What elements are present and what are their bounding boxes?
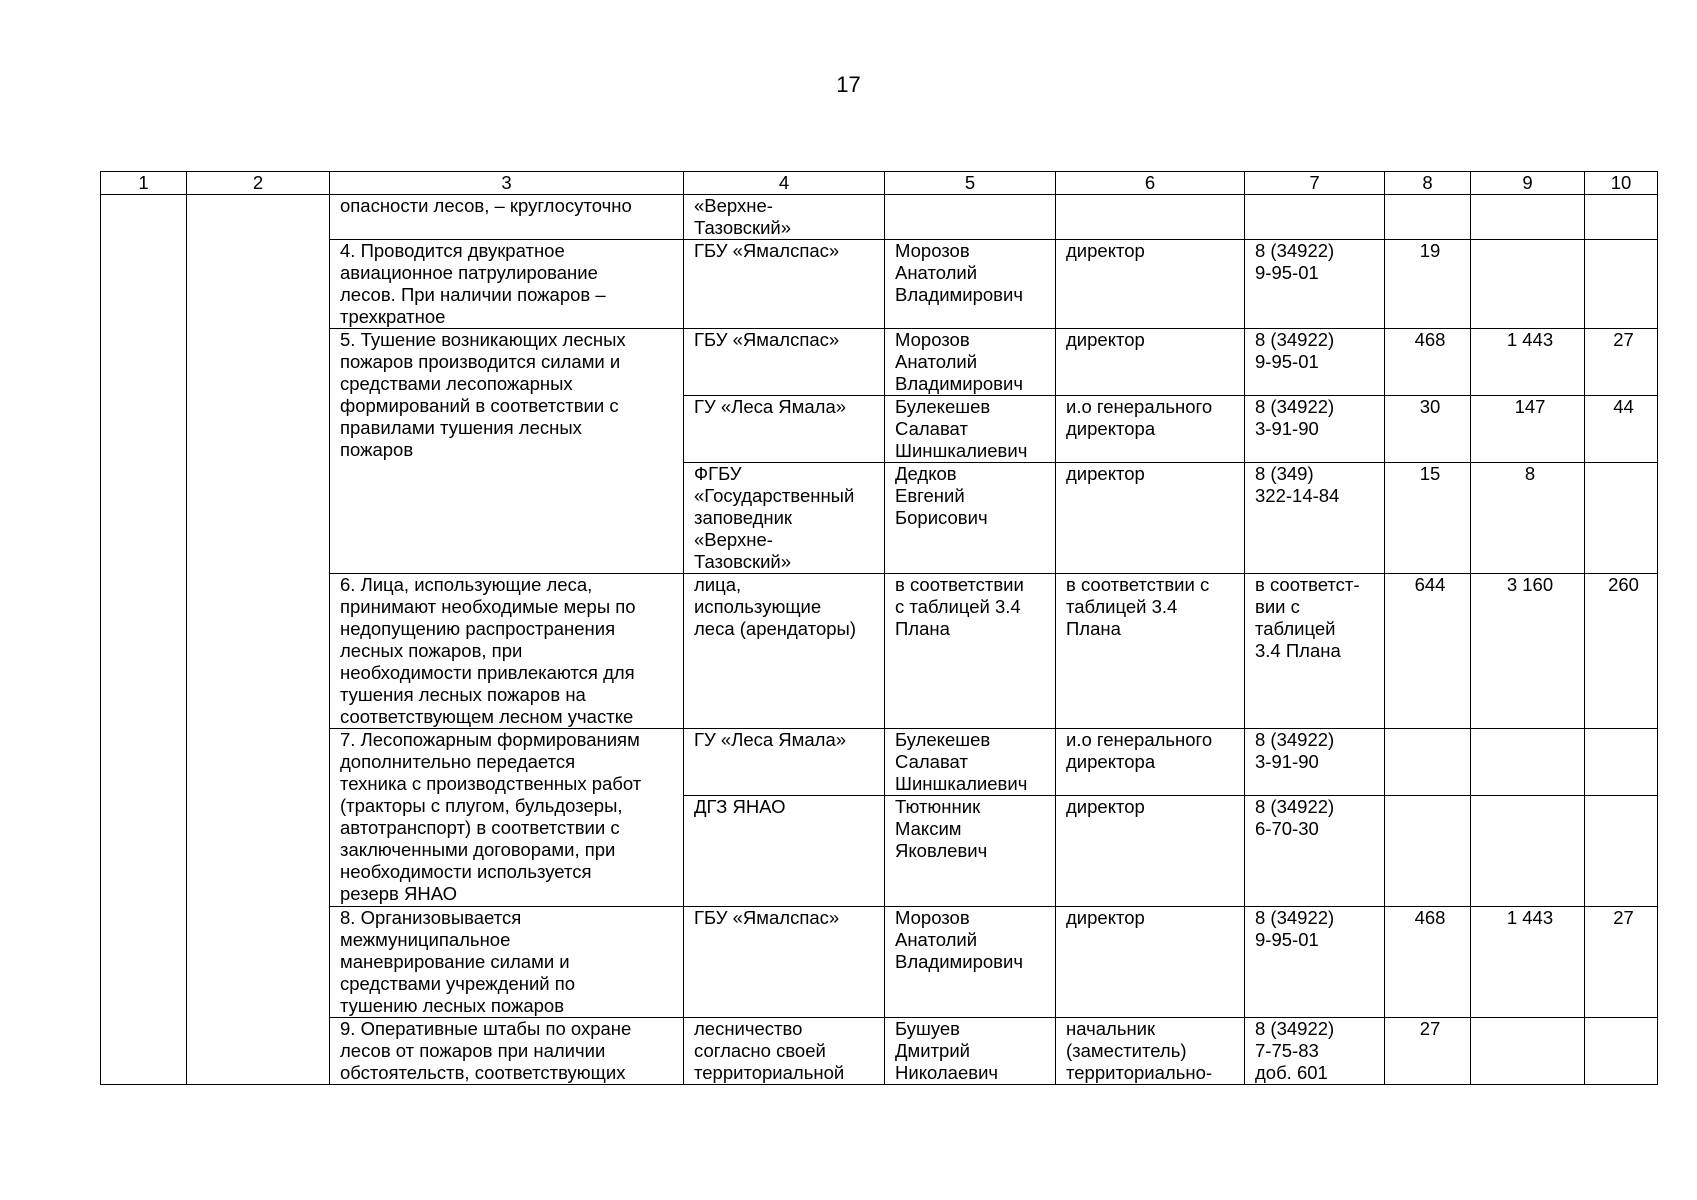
cell-col10: 44	[1585, 396, 1658, 463]
cell-col10: 260	[1585, 574, 1658, 729]
cell-col9	[1471, 729, 1585, 796]
cell-col9	[1471, 240, 1585, 329]
cell-phone: 8 (34922) 3-91-90	[1245, 729, 1385, 796]
cell-responsible-name: Булекешев Салават Шиншкалиевич	[885, 396, 1056, 463]
cell-col8	[1385, 195, 1471, 240]
cell-phone: 8 (34922) 3-91-90	[1245, 396, 1385, 463]
cell-position	[1056, 195, 1245, 240]
cell-phone: 8 (34922) 6-70-30	[1245, 796, 1385, 907]
cell-measure: 6. Лица, использующие леса, принимают необходимые меры по недопущению распространения лесных пожаров, при необходимости привлекаются для тушения лесных пожаров на соответствующем лесном участке	[330, 574, 684, 729]
cell-responsible-name: Бушуев Дмитрий Николаевич	[885, 1018, 1056, 1085]
column-number: 4	[684, 172, 885, 195]
cell-col9	[1471, 195, 1585, 240]
cell-responsible-name: Тютюнник Максим Яковлевич	[885, 796, 1056, 907]
cell-position: директор	[1056, 907, 1245, 1018]
cell-position: и.о генерального директора	[1056, 729, 1245, 796]
table-row	[101, 1018, 1658, 1085]
cell-col8	[1385, 729, 1471, 796]
cell-col8: 468	[1385, 907, 1471, 1018]
cell-col10	[1585, 1018, 1658, 1085]
cell-measure: 9. Оперативные штабы по охране лесов от пожаров при наличии обстоятельств, соответствующих	[330, 1018, 684, 1085]
cell-col10	[1585, 729, 1658, 796]
cell-organization: ФГБУ «Государственный заповедник «Верхне- Тазовский»	[684, 463, 885, 574]
cell-responsible-name: в соответствии с таблицей 3.4 Плана	[885, 574, 1056, 729]
cell-phone: 8 (34922) 9-95-01	[1245, 329, 1385, 396]
cell-col10	[1585, 463, 1658, 574]
table-row	[101, 240, 1658, 329]
table-row	[101, 195, 1658, 240]
cell-measure: 4. Проводится двукратное авиационное патрулирование лесов. При наличии пожаров – трехкратное	[330, 240, 684, 329]
cell-col8: 644	[1385, 574, 1471, 729]
cell-position: директор	[1056, 463, 1245, 574]
cell-col2	[187, 195, 330, 1085]
column-number: 3	[330, 172, 684, 195]
cell-col10	[1585, 240, 1658, 329]
cell-col9	[1471, 1018, 1585, 1085]
page-number: 17	[836, 72, 861, 97]
cell-organization: ДГЗ ЯНАО	[684, 796, 885, 907]
cell-phone: 8 (349) 322-14-84	[1245, 463, 1385, 574]
column-number: 1	[101, 172, 187, 195]
table-row	[101, 329, 1658, 396]
cell-position: начальник (заместитель) территориально-	[1056, 1018, 1245, 1085]
cell-organization: ГБУ «Ямалспас»	[684, 329, 885, 396]
cell-responsible-name: Морозов Анатолий Владимирович	[885, 907, 1056, 1018]
cell-organization: ГБУ «Ямалспас»	[684, 907, 885, 1018]
cell-col10	[1585, 195, 1658, 240]
fire-measures-table	[100, 171, 1658, 1085]
cell-col9: 147	[1471, 396, 1585, 463]
column-number: 7	[1245, 172, 1385, 195]
cell-phone: в соответст- вии с таблицей 3.4 Плана	[1245, 574, 1385, 729]
column-number: 8	[1385, 172, 1471, 195]
column-number: 10	[1585, 172, 1658, 195]
cell-organization: лесничество согласно своей территориальной	[684, 1018, 885, 1085]
cell-measure: 7. Лесопожарным формированиям дополнительно передается техника с производственных работ (тракторы с плугом, бульдозеры, автотранспорт) в соответствии с заключенными договорами, при необходимости используется резерв ЯНАО	[330, 729, 684, 907]
cell-organization: «Верхне- Тазовский»	[684, 195, 885, 240]
cell-measure: опасности лесов, – круглосуточно	[330, 195, 684, 240]
table-row	[101, 729, 1658, 796]
cell-phone: 8 (34922) 9-95-01	[1245, 907, 1385, 1018]
cell-organization: лица, использующие леса (арендаторы)	[684, 574, 885, 729]
cell-measure: 8. Организовывается межмуниципальное маневрирование силами и средствами учреждений по тушению лесных пожаров	[330, 907, 684, 1018]
cell-col8: 19	[1385, 240, 1471, 329]
cell-col9	[1471, 796, 1585, 907]
cell-organization: ГУ «Леса Ямала»	[684, 729, 885, 796]
cell-organization: ГБУ «Ямалспас»	[684, 240, 885, 329]
cell-col8: 27	[1385, 1018, 1471, 1085]
cell-position: в соответствии с таблицей 3.4 Плана	[1056, 574, 1245, 729]
cell-responsible-name: Дедков Евгений Борисович	[885, 463, 1056, 574]
cell-responsible-name: Булекешев Салават Шиншкалиевич	[885, 729, 1056, 796]
cell-col10	[1585, 796, 1658, 907]
cell-col9: 1 443	[1471, 329, 1585, 396]
cell-col8	[1385, 796, 1471, 907]
cell-col8: 15	[1385, 463, 1471, 574]
cell-col8: 468	[1385, 329, 1471, 396]
cell-col9: 3 160	[1471, 574, 1585, 729]
table-row	[101, 907, 1658, 1018]
column-numbers-row	[101, 172, 1658, 195]
cell-phone	[1245, 195, 1385, 240]
cell-col10: 27	[1585, 907, 1658, 1018]
cell-responsible-name	[885, 195, 1056, 240]
cell-responsible-name: Морозов Анатолий Владимирович	[885, 329, 1056, 396]
cell-col9: 8	[1471, 463, 1585, 574]
cell-col10: 27	[1585, 329, 1658, 396]
cell-phone: 8 (34922) 9-95-01	[1245, 240, 1385, 329]
column-number: 6	[1056, 172, 1245, 195]
cell-responsible-name: Морозов Анатолий Владимирович	[885, 240, 1056, 329]
column-number: 2	[187, 172, 330, 195]
cell-col1	[101, 195, 187, 1085]
cell-col9: 1 443	[1471, 907, 1585, 1018]
cell-position: директор	[1056, 796, 1245, 907]
column-number: 9	[1471, 172, 1585, 195]
cell-phone: 8 (34922) 7-75-83 доб. 601	[1245, 1018, 1385, 1085]
cell-position: директор	[1056, 240, 1245, 329]
column-number: 5	[885, 172, 1056, 195]
cell-col8: 30	[1385, 396, 1471, 463]
cell-position: и.о генерального директора	[1056, 396, 1245, 463]
cell-organization: ГУ «Леса Ямала»	[684, 396, 885, 463]
table-row	[101, 574, 1658, 729]
cell-measure: 5. Тушение возникающих лесных пожаров производится силами и средствами лесопожарных формирований в соответствии с правилами тушения лесных пожаров	[330, 329, 684, 574]
cell-position: директор	[1056, 329, 1245, 396]
